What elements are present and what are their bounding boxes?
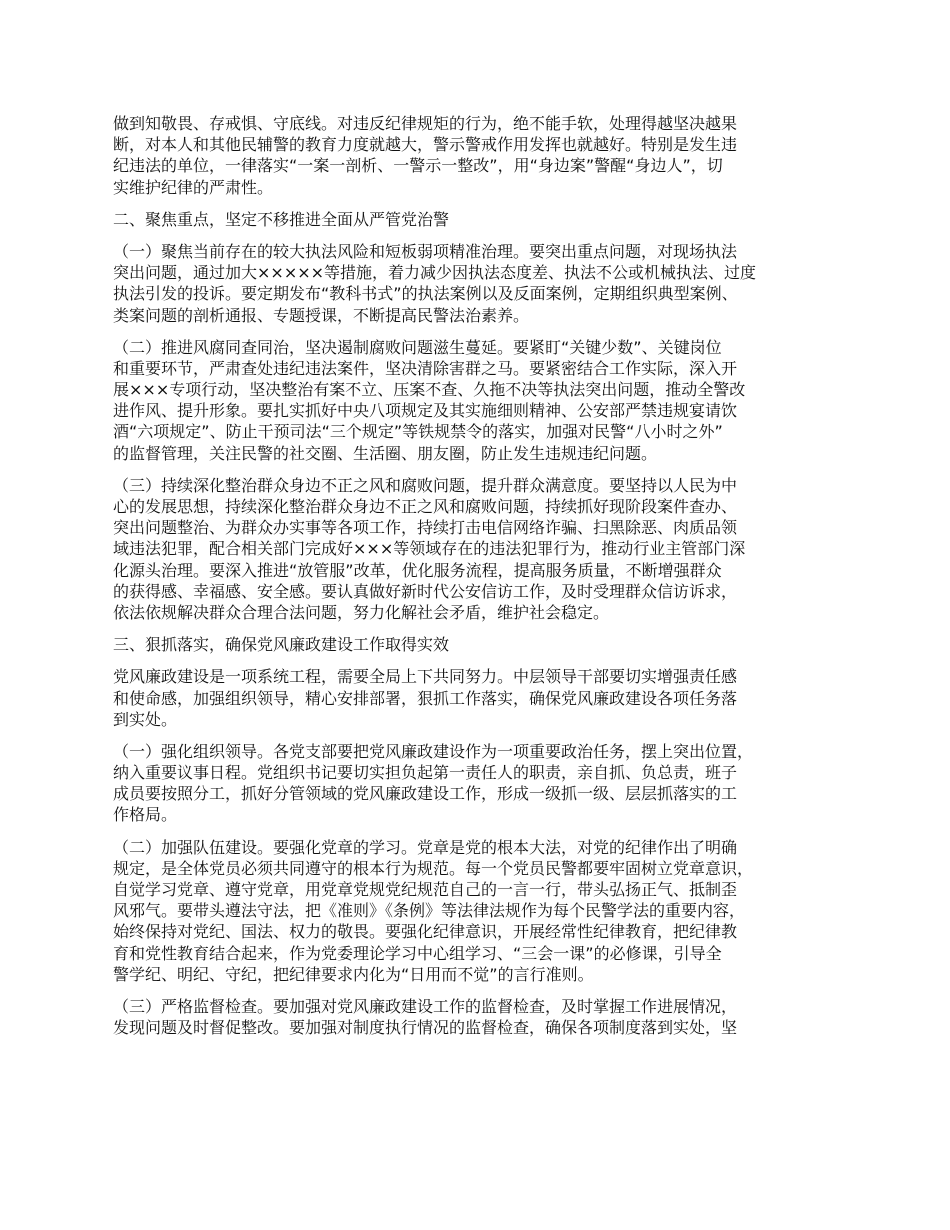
text-line: （一）聚焦当前存在的较大执法风险和短板弱项精准治理。要突出重点问题，对现场执法: [113, 241, 738, 261]
text-line: 成员要按照分工，抓好分管领域的党风廉政建设工作，形成一级抓一级、层层抓落实的工: [113, 784, 738, 804]
body-paragraph: [113, 666, 843, 730]
text-line: 规定，是全体党员必须共同遵守的根本行为规范。每一个党员民警都要牢固树立党章意识，: [113, 858, 754, 878]
body-paragraph: [113, 337, 843, 464]
text-line: 展×××专项行动，坚决整治有案不立、压案不查、久拖不决等执法突出问题，推动全警改: [113, 380, 746, 400]
body-paragraph: [113, 241, 843, 326]
text-line: 和重要环节，严肃查处违纪违法案件，坚决清除害群之马。要紧密结合工作实际，深入开: [113, 358, 738, 378]
text-line: （二）加强队伍建设。要强化党章的学习。党章是党的根本大法，对党的纪律作出了明确: [113, 837, 738, 857]
body-paragraph: [113, 475, 843, 623]
text-line: （一）强化组织领导。各党支部要把党风廉政建设作为一项重要政治任务，摆上突出位置，: [113, 741, 754, 761]
body-paragraph: [113, 113, 843, 198]
section-heading: [113, 209, 843, 230]
text-line: 始终保持对党纪、国法、权力的敬畏。要强化纪律意识，开展经常性纪律教育，把纪律教: [113, 922, 738, 942]
text-line: 化源头治理。要深入推进“放管服”改革，优化服务流程，提高服务质量，不断增强群众: [113, 560, 722, 580]
text-line: 突出问题，通过加大×××××等措施，着力减少因执法态度差、执法不公或机械执法、过度: [113, 263, 757, 283]
text-line: 三、狠抓落实，确保党风廉政建设工作取得实效: [113, 635, 450, 655]
text-line: 和使命感，加强组织领导，精心安排部署，狠抓工作落实，确保党风廉政建设各项任务落: [113, 688, 738, 708]
section-heading: [113, 634, 843, 655]
text-line: 进作风、提升形象。要扎实抓好中央八项规定及其实施细则精神、公安部严禁违规宴请饮: [113, 401, 738, 421]
text-line: 做到知敬畏、存戒惧、守底线。对违反纪律规矩的行为，绝不能手软，处理得越坚决越果: [113, 114, 738, 133]
text-line: （二）推进风腐同查同治，坚决遏制腐败问题滋生蔓延。要紧盯“关键少数”、关键岗位: [113, 337, 722, 357]
text-line: 类案问题的剖析通报、专题授课，不断提高民警法治素养。: [113, 305, 530, 325]
body-paragraph: [113, 837, 843, 985]
body-paragraph: [113, 741, 843, 826]
text-line: 纪违法的单位，一律落实“一案一剖析、一警示一整改”，用“身边案”警醒“身边人”，切: [113, 156, 723, 176]
text-line: 突出问题整治、为群众办实事等各项工作，持续打击电信网络诈骗、扫黑除恶、肉质品领: [113, 518, 738, 538]
text-line: 心的发展思想，持续深化整治群众身边不正之风和腐败问题，持续抓好现阶段案件查办、: [113, 497, 738, 516]
text-line: （三）严格监督检查。要加强对党风廉政建设工作的监督检查，及时掌握工作进展情况，: [113, 996, 738, 1016]
text-line: 二、聚焦重点，坚定不移推进全面从严管党治警: [113, 209, 450, 229]
text-line: 断，对本人和其他民辅警的教育力度就越大，警示警戒作用发挥也就越好。特别是发生违: [113, 135, 738, 155]
body-paragraph: [113, 996, 843, 1038]
text-line: 育和党性教育结合起来，作为党委理论学习中心组学习、“三会一课”的必修课，引导全: [113, 943, 722, 963]
text-line: 自觉学习党章、遵守党章，用党章党规党纪规范自己的一言一行，带头弘扬正气、抵制歪: [113, 880, 738, 899]
text-line: 警学纪、明纪、守纪，把纪律要求内化为“日用而不觉”的言行准则。: [113, 964, 594, 984]
text-line: 党风廉政建设是一项系统工程，需要全局上下共同努力。中层领导干部要切实增强责任感: [113, 667, 738, 687]
text-line: 域违法犯罪，配合相关部门完成好×××等领域存在的违法犯罪行为，推动行业主管部门深: [113, 539, 746, 559]
text-line: 实维护纪律的严肃性。: [113, 177, 274, 197]
text-line: 风邪气。要带头遵法守法，把《准则》《条例》等法律法规作为每个民警学法的重要内容，: [113, 901, 746, 921]
text-line: 的获得感、幸福感、安全感。要认真做好新时代公安信访工作，及时受理群众信访诉求，: [113, 581, 738, 601]
text-line: 发现问题及时督促整改。要加强对制度执行情况的监督检查，确保各项制度落到实处，坚: [113, 1018, 738, 1038]
document-body: [113, 113, 843, 1049]
text-line: 到实处。: [113, 709, 178, 729]
text-line: 执法引发的投诉。要定期发布“教科书式”的执法案例以及反面案例，定期组织典型案例、: [113, 284, 738, 304]
text-line: 的监督管理，关注民警的社交圈、生活圈、朋友圈，防止发生违规违纪问题。: [113, 443, 658, 463]
text-line: 作格局。: [113, 805, 178, 825]
text-line: （三）持续深化整治群众身边不正之风和腐败问题，提升群众满意度。要坚持以人民为中: [113, 475, 738, 495]
text-line: 纳入重要议事日程。党组织书记要切实担负起第一责任人的职责，亲自抓、负总责，班子: [113, 763, 738, 783]
text-line: 依法依规解决群众合理合法问题，努力化解社会矛盾，维护社会稳定。: [113, 602, 610, 622]
text-line: 酒“六项规定”、防止干预司法“三个规定”等铁规禁令的落实，加强对民警“八小时之外”: [113, 422, 723, 442]
